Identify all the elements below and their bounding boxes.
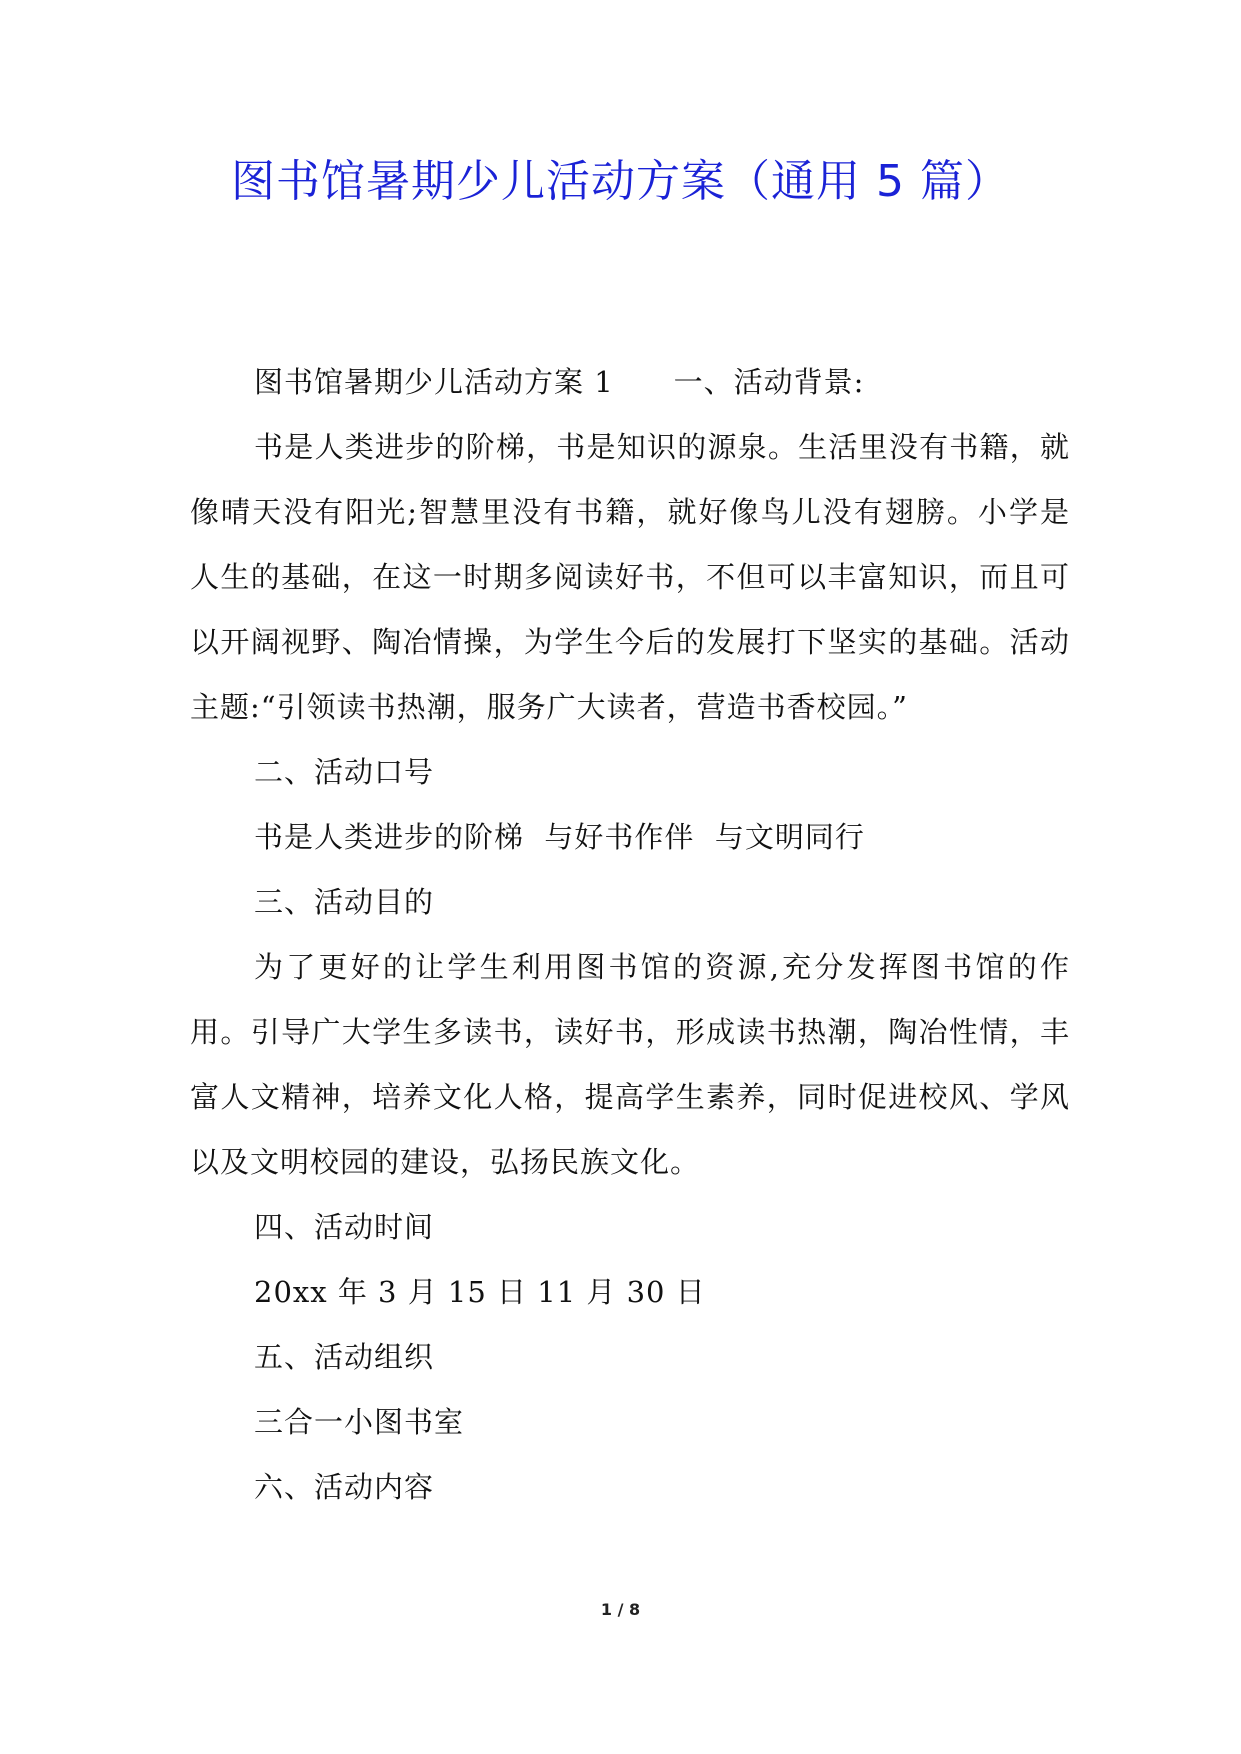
section-heading-time: 四、活动时间 — [254, 1210, 435, 1244]
paragraph-organization: 三合一小图书室 — [254, 1405, 465, 1439]
intro-heading: 图书馆暑期少儿活动方案 1 — [254, 365, 614, 399]
section-heading-slogan: 二、活动口号 — [254, 755, 435, 789]
intro-line — [190, 350, 1070, 415]
section-heading-background: 一、活动背景: — [673, 365, 865, 399]
paragraph-purpose: 为了更好的让学生利用图书馆的资源,充分发挥图书馆的作用。引导广大学生多读书，读好书，形成读书热潮，陶冶性情，丰富人文精神，培养文化人格，提高学生素养，同时促进校风、学风以及文明校园的建设，弘扬民族文化。 — [190, 950, 1070, 1179]
page-number: 1 / 8 — [600, 1600, 641, 1619]
document-title: 图书馆暑期少儿活动方案（通用 5 篇） — [231, 156, 1010, 207]
paragraph-time: 20xx 年 3 月 15 日 11 月 30 日 — [254, 1275, 706, 1309]
paragraph-background: 书是人类进步的阶梯，书是知识的源泉。生活里没有书籍，就像晴天没有阳光;智慧里没有书籍，就好像鸟儿没有翅膀。小学是人生的基础，在这一时期多阅读好书，不但可以丰富知识，而且可以开阔视野、陶冶情操，为学生今后的发展打下坚实的基础。活动主题:“引领读书热潮，服务广大读者，营造书香校园。” — [190, 430, 1070, 724]
document-body — [190, 350, 1070, 1520]
section-heading-purpose: 三、活动目的 — [254, 885, 435, 919]
section-heading-organization: 五、活动组织 — [254, 1340, 435, 1374]
paragraph-slogan: 书是人类进步的阶梯 与好书作伴 与文明同行 — [254, 820, 865, 854]
section-heading-content: 六、活动内容 — [254, 1470, 435, 1504]
